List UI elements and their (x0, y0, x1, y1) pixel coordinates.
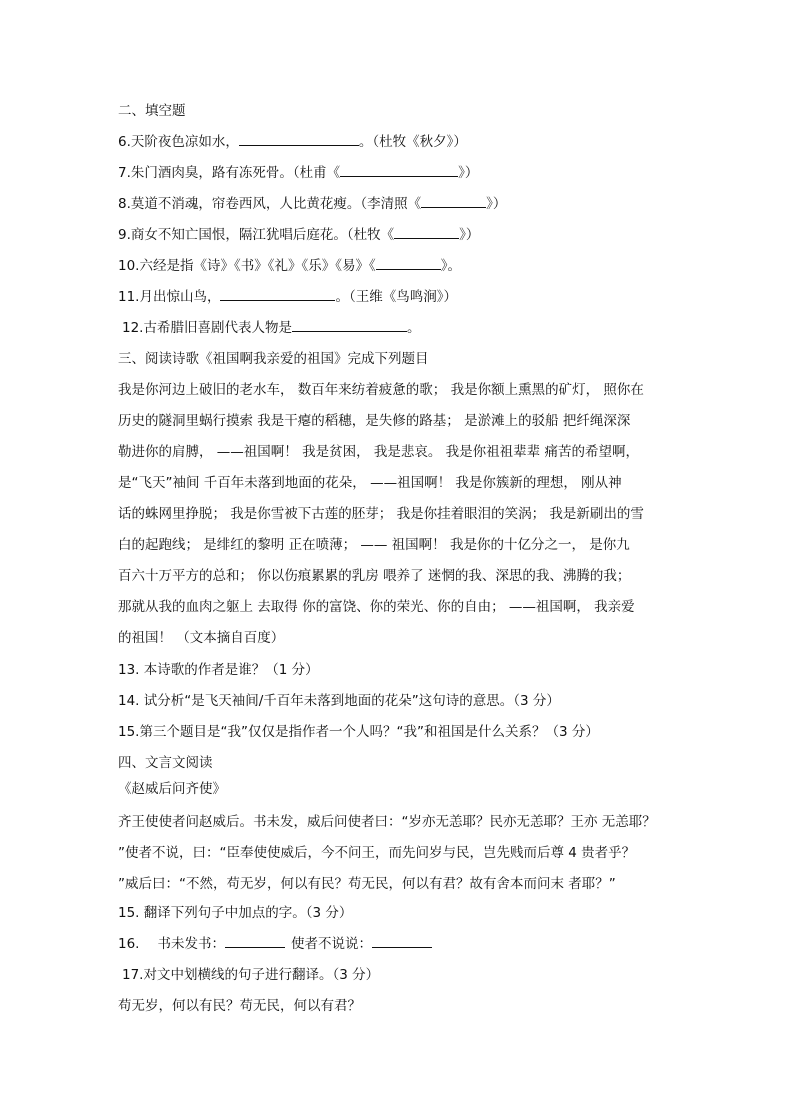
question-text: 》） (459, 227, 480, 243)
classical-title: 《赵威后问齐使》 (118, 781, 226, 797)
classical-line: 齐王使使者问赵威后。书未发，威后问使者曰：“岁亦无恙耶？民亦无恙耶？王亦 无恙耶？ (118, 814, 656, 830)
question-6 (118, 132, 467, 152)
section-heading-classical: 四、文言文阅读 (118, 755, 213, 771)
answer-blank[interactable] (220, 287, 335, 301)
question-number: 16. (118, 936, 140, 952)
poem-line: 勒进你的肩膊， ——祖国啊！ 我是贫困， 我是悲哀。 我是你祖祖辈辈 痛苦的希望啊， (118, 444, 639, 460)
question-16 (118, 934, 432, 954)
question-text: 》） (486, 196, 507, 212)
question-15b: 15. 翻译下列句子中加点的字。（3 分） (118, 905, 353, 921)
poem-line: 白的起跑线； 是绯红的黎明 正在喷薄； —— 祖国啊！ 我是你的十亿分之一， 是你九 (118, 537, 630, 553)
question-text: 8.莫道不消魂，帘卷西风，人比黄花瘦。（李清照《 (118, 196, 422, 212)
question-10 (118, 256, 461, 276)
poem-line: 话的蛛网里挣脱； 我是你雪被下古莲的胚芽； 我是你挂着眼泪的笑涡； 我是新刷出的雪 (118, 506, 644, 522)
section-heading-fill-blank: 二、填空题 (118, 103, 186, 119)
question-text: 》） (458, 165, 479, 181)
answer-blank[interactable] (421, 194, 486, 208)
answer-blank[interactable] (394, 225, 459, 239)
poem-line: 历史的隧洞里蜗行摸索 我是干瘪的稻穗，是失修的路基； 是淤滩上的驳船 把纤绳深深 (118, 413, 631, 429)
question-text: 书未发书： (157, 936, 225, 952)
classical-text (118, 807, 683, 900)
classical-sentence: 苟无岁，何以有民？苟无民，何以有君？ (118, 998, 361, 1014)
question-text: 。 (406, 320, 421, 336)
question-11 (118, 287, 457, 307)
answer-blank[interactable] (239, 132, 359, 146)
question-15: 15.第三个题目是“我”仅仅是指作者一个人吗？“我”和祖国是什么关系？（3 分） (118, 724, 599, 740)
question-text: 6.天阶夜色凉如水， (118, 134, 239, 150)
poem-line: 那就从我的血肉之躯上 去取得 你的富饶、你的荣光、你的自由； ——祖国啊， 我亲爱 (118, 599, 635, 615)
answer-blank[interactable] (376, 256, 441, 270)
section-heading-poem: 三、阅读诗歌《祖国啊我亲爱的祖国》完成下列题目 (118, 351, 429, 367)
question-13: 13. 本诗歌的作者是谁？（1 分） (118, 662, 319, 678)
question-17: 17.对文中划横线的句子进行翻译。（3 分） (122, 967, 380, 983)
answer-blank[interactable] (225, 934, 285, 948)
poem-line: 我是你河边上破旧的老水车， 数百年来纺着疲惫的歌； 我是你额上熏黑的矿灯， 照你在 (118, 382, 644, 398)
question-12 (122, 318, 420, 338)
question-text: 7.朱门酒肉臭，路有冻死骨。（杜甫《 (118, 165, 341, 181)
question-text: 11.月出惊山鸟， (118, 289, 221, 305)
poem-line: 的祖国！ （文本摘自百度） (118, 630, 285, 646)
question-text: 9.商女不知亡国恨，隔江犹唱后庭花。（杜牧《 (118, 227, 395, 243)
answer-blank[interactable] (340, 163, 458, 177)
answer-blank[interactable] (292, 318, 407, 332)
question-text: 。（王维《鸟鸣涧》） (335, 289, 457, 305)
classical-line: ”威后曰：“不然，苟无岁，何以有民？苟无民，何以有君？故有舍本而问末 者耶？” (118, 876, 616, 892)
question-text: 使者不说说： (290, 936, 372, 952)
question-9 (118, 225, 479, 245)
classical-line: ”使者不说，曰：“臣奉使使威后，今不问王，而先问岁与民，岂先贱而后尊 4 贵者乎？ (118, 845, 636, 861)
poem-line: 是“飞天”袖间 千百年未落到地面的花朵， ——祖国啊！ 我是你簇新的理想， 刚从神 (118, 475, 622, 491)
question-text: 10.六经是指《诗》《书》《礼》《乐》《易》《 (118, 258, 376, 274)
question-7 (118, 163, 478, 183)
poem-text (118, 375, 683, 654)
question-text: 。（杜牧《秋夕》） (358, 134, 467, 150)
question-text: 12.古希腊旧喜剧代表人物是 (122, 320, 292, 336)
poem-line: 百六十万平方的总和； 你以伤痕累累的乳房 喂养了 迷惘的我、深思的我、沸腾的我； (118, 568, 631, 584)
answer-blank[interactable] (372, 934, 432, 948)
question-14: 14. 试分析“是飞天袖间/千百年未落到地面的花朵”这句诗的意思。（3 分） (118, 693, 560, 709)
question-8 (118, 194, 506, 214)
question-text: 》。 (440, 258, 461, 274)
